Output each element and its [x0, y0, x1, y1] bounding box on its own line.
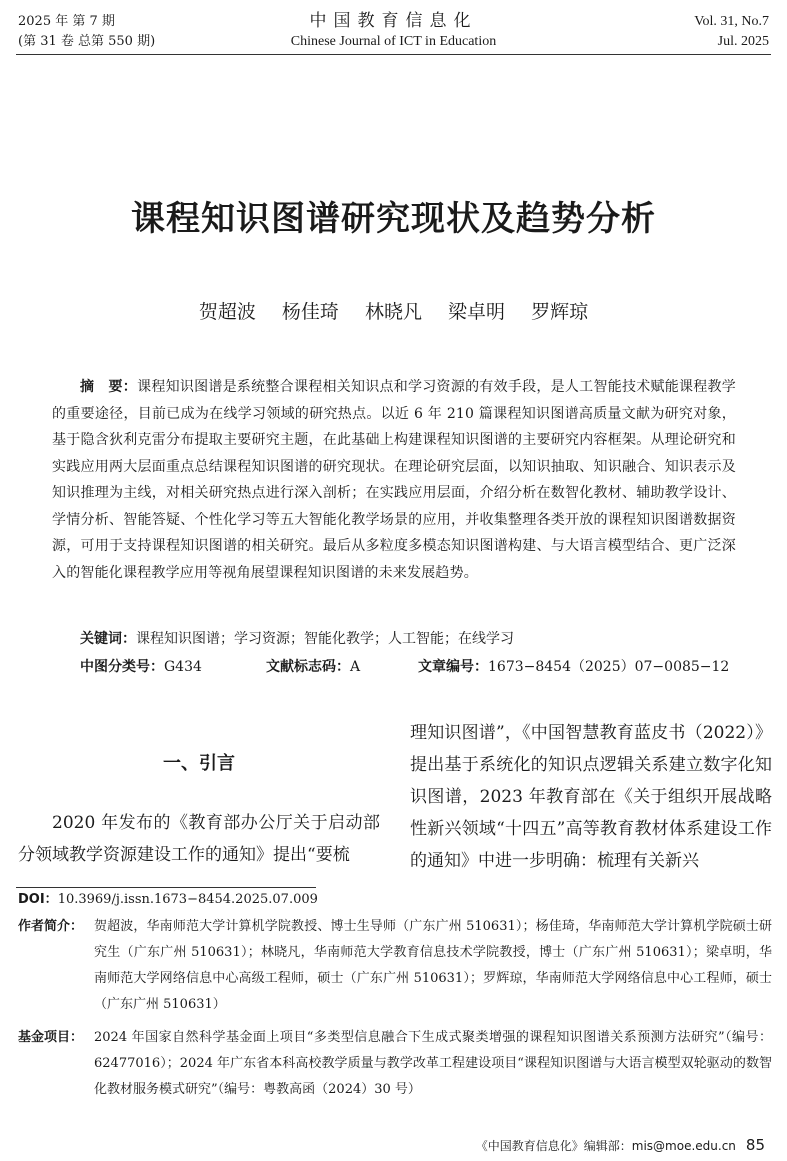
abstract-label: 摘 要： [80, 379, 138, 395]
clc-label: 中图分类号： [80, 659, 164, 675]
author-bio [18, 914, 772, 1018]
author-name: 贺超波 [198, 301, 256, 323]
issue-date: Jul. 2025 [717, 34, 769, 49]
page-footer [476, 1134, 765, 1157]
volume-number: Vol. 31, No.7 [694, 14, 769, 29]
section-heading: 一、引言 [163, 753, 235, 774]
right-column [410, 717, 772, 877]
editorial-contact: 《中国教育信息化》编辑部：mis@moe.edu.cn [475, 1139, 736, 1153]
body-paragraph: 理知识图谱”，《中国智慧教育蓝皮书（2022）》提出基于系统化的知识点逻辑关系建立数字化知识图谱，2023 年教育部在《关于组织开展战略性新兴领域“十四五”高等教育教材体系建设工作的通知》中进一步明确：梳理有关新兴 [410, 723, 772, 871]
article-title: 课程知识图谱研究现状及趋势分析 [131, 199, 656, 239]
abstract [52, 374, 736, 586]
art-value: 1673−8454（2025）07−0085−12 [488, 659, 730, 675]
journal-name-cn: 中国教育信息化 [309, 11, 478, 31]
left-body [18, 807, 380, 871]
author-bio-text: 贺超波，华南师范大学计算机学院教授、博士生导师（广东广州 510631）；杨佳琦，华南师范大学计算机学院硕士研究生（广东广州 510631）；林晓凡，华南师范大学教育信息技术学院教授，博士（广东广州 510631）；梁卓明，华南师范大学网络信息中心高级工程师，硕士（广东广州 510631）；罗辉琼，华南师范大学网络信息中心工程师，硕士（广东广州 510631） [94, 919, 772, 1012]
author-bio-label: 作者简介： [18, 919, 84, 934]
doc-value: A [350, 659, 361, 675]
doc-label: 文献标志码： [266, 659, 350, 675]
clc-value: G434 [164, 659, 202, 675]
funding-label: 基金项目： [18, 1030, 84, 1045]
volume-total-line: (第 31 卷 总第 550 期) [18, 34, 156, 49]
article-number [418, 655, 729, 679]
author-name: 梁卓明 [448, 301, 506, 323]
header-divider [16, 54, 771, 55]
author-name: 罗辉琼 [531, 301, 589, 323]
issue-line: 2025 年 第 7 期 [18, 14, 115, 29]
funding [18, 1025, 772, 1103]
author-name: 杨佳琦 [281, 301, 339, 323]
keywords-text: 课程知识图谱；学习资源；智能化教学；人工智能；在线学习 [136, 631, 514, 647]
keywords [80, 627, 514, 651]
journal-name-en: Chinese Journal of ICT in Education [290, 34, 497, 49]
page-number: 85 [745, 1136, 765, 1154]
volume-info [694, 12, 769, 52]
body-paragraph: 2020 年发布的《教育部办公厅关于启动部分领域教学资源建设工作的通知》提出“要梳 [18, 813, 380, 865]
art-label: 文章编号： [418, 659, 488, 675]
journal-name [0, 9, 787, 51]
footnote-divider [16, 887, 316, 888]
doi-value: 10.3969/j.issn.1673−8454.2025.07.009 [57, 892, 318, 907]
doi-label: DOI： [18, 892, 58, 907]
funding-text: 2024 年国家自然科学基金面上项目“多类型信息融合下生成式聚类增强的课程知识图谱关系预测方法研究”（编号：62477016）；2024 年广东省本科高校教学质量与教学改革工程建设项目“课程知识图谱与大语言模型双轮驱动的数智化教材服务模式研究”（编号：粤教高函（2024）30 号） [94, 1030, 772, 1097]
abstract-text: 课程知识图谱是系统整合课程相关知识点和学习资源的有效手段，是人工智能技术赋能课程教学的重要途径，目前已成为在线学习领域的研究热点。以近 6 年 210 篇课程知识图谱高质量文献为研究对象，基于隐含狄利克雷分布提取主要研究主题，在此基础上构建课程知识图谱的主要研究内容框架。从理论研究和实践应用两大层面重点总结课程知识图谱的研究现状。在理论研究层面，以知识抽取、知识融合、知识表示及知识推理为主线，对相关研究热点进行深入剖析；在实践应用层面，介绍分析在数智化教材、辅助教学设计、学情分析、智能答疑、个性化学习等五大智能化教学场景的应用，并收集整理各类开放的课程知识图谱数据资源，可用于支持课程知识图谱的相关研究。最后从多粒度多模态知识图谱构建、与大语言模型结合、更广泛深入的智能化课程教学应用等视角展望课程知识图谱的未来发展趋势。 [52, 379, 736, 581]
keywords-label: 关键词： [80, 631, 136, 647]
author-list [0, 298, 787, 326]
clc-code [80, 655, 202, 679]
document-code [266, 655, 360, 679]
page-header [0, 0, 787, 56]
doi [18, 890, 318, 910]
author-name: 林晓凡 [364, 301, 422, 323]
